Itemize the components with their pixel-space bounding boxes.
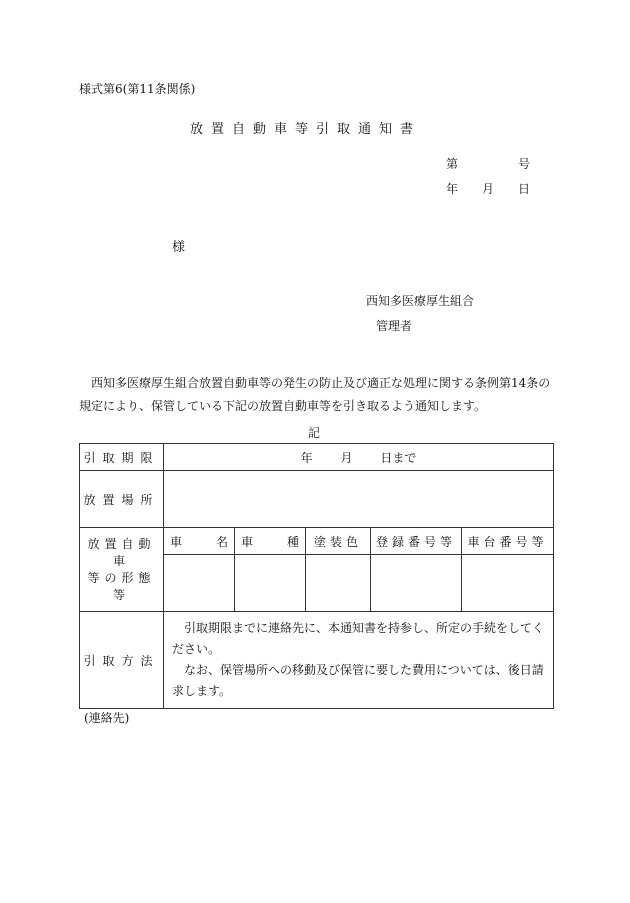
col-vehicle-name-a: 車	[170, 534, 183, 549]
location-row	[80, 471, 554, 528]
paint-color-value	[306, 555, 371, 612]
deadline-label: 引取期限	[80, 444, 164, 471]
sender-title: 管理者	[376, 319, 413, 333]
registration-number-value	[371, 555, 462, 612]
deadline-row	[80, 444, 554, 471]
location-label: 放置場所	[80, 471, 164, 528]
col-vehicle-type	[235, 528, 306, 555]
doc-number-suffix: 号	[518, 157, 531, 171]
vehicle-header-row	[80, 528, 554, 555]
chassis-number-value	[462, 555, 554, 612]
deadline-month: 月	[340, 450, 353, 465]
deadline-year: 年	[300, 450, 313, 465]
body-text: 西知多医療厚生組合放置自動車等の発生の防止及び適正な処理に関する条例第14条の規定により、保管している下記の放置自動車等を引き取るよう通知します。	[79, 376, 551, 413]
col-chassis-number: 車台番号等	[462, 528, 554, 555]
method-text-2: なお、保管場所への移動及び保管に要した費用については、後日請求します。	[172, 663, 544, 698]
vehicle-label-line2: 等の形態等	[87, 570, 156, 602]
method-text-1: 引取期限までに連絡先に、本通知書を持参し、所定の手続をしてください。	[172, 621, 545, 656]
doc-number-prefix: 第	[446, 157, 459, 171]
document-title: 放置自動車等引取通知書	[190, 122, 422, 137]
addressee-suffix: 様	[172, 240, 186, 255]
col-vehicle-name-b: 名	[215, 534, 228, 549]
method-label: 引取方法	[80, 612, 164, 709]
date-year: 年	[446, 182, 459, 196]
method-text	[164, 612, 554, 709]
deadline-day-until: 日まで	[380, 450, 417, 465]
vehicle-type-value	[235, 555, 306, 612]
ki-heading: 記	[308, 426, 321, 440]
col-vehicle-type-a: 車	[241, 534, 254, 549]
vehicle-label-line1: 放置自動車	[87, 536, 156, 568]
vehicle-name-value	[164, 555, 235, 612]
date-day: 日	[518, 182, 531, 196]
contact-label: (連絡先)	[84, 711, 130, 725]
date-month: 月	[482, 182, 495, 196]
deadline-value	[164, 444, 554, 471]
col-vehicle-name	[164, 528, 235, 555]
vehicle-label	[80, 528, 164, 612]
col-registration-number: 登録番号等	[371, 528, 462, 555]
col-vehicle-type-b: 種	[286, 534, 299, 549]
sender-organization: 西知多医療厚生組合	[366, 294, 475, 308]
location-value	[164, 471, 554, 528]
notice-table	[79, 443, 554, 709]
method-row	[80, 612, 554, 709]
form-number: 様式第6(第11条関係)	[79, 82, 196, 96]
col-paint-color: 塗装色	[306, 528, 371, 555]
